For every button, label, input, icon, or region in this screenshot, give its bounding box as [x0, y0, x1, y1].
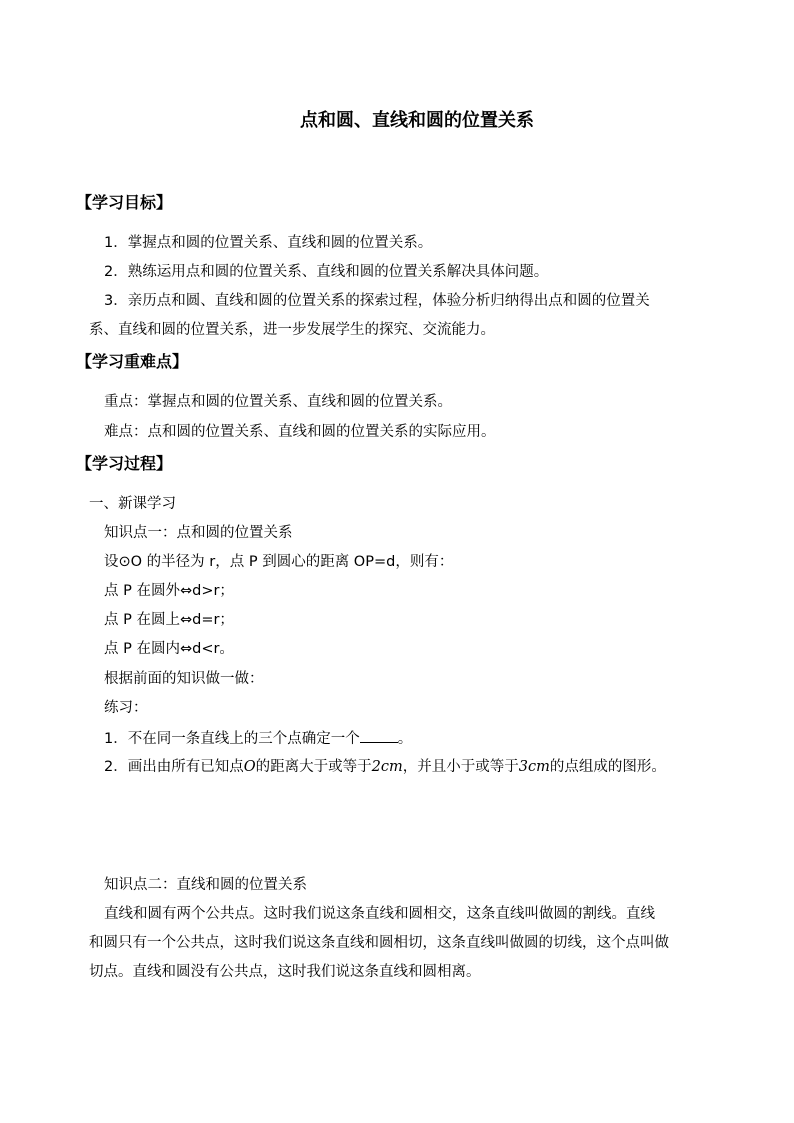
kp1-line-try: 根据前面的知识做一做：: [104, 671, 264, 687]
heading-key-points: 【学习重难点】: [76, 352, 189, 371]
key-point-main: 重点：掌握点和圆的位置关系、直线和圆的位置关系。: [104, 394, 452, 410]
heading-learning-goals: 【学习目标】: [76, 193, 173, 212]
kp2-line-1: 直线和圆有两个公共点。这时我们说这条直线和圆相交，这条直线叫做圆的割线。直线: [104, 906, 655, 922]
exercise-2-text-b: 的距离大于或等于: [255, 759, 372, 775]
goal-item-1: 1．掌握点和圆的位置关系、直线和圆的位置关系。: [104, 235, 433, 251]
exercise-2-value-2: 3cm: [518, 759, 550, 775]
exercise-2-point-o: O: [243, 759, 256, 775]
exercise-1: [104, 728, 412, 749]
exercise-2-text-d: 的点组成的图形。: [549, 759, 666, 775]
kp1-line-on: 点 P 在圆上⇔d=r；: [104, 612, 234, 628]
part-new-lesson: 一、新课学习: [89, 496, 176, 512]
kp1-line-inside: 点 P 在圆内⇔d<r。: [104, 641, 234, 657]
exercise-2: [104, 757, 666, 777]
key-point-difficult: 难点：点和圆的位置关系、直线和圆的位置关系的实际应用。: [104, 424, 496, 440]
exercise-1-text: 1．不在同一条直线上的三个点确定一个: [104, 731, 360, 747]
exercise-1-end: 。: [397, 731, 413, 747]
kp1-line-definition: 设⊙O 的半径为 r，点 P 到圆心的距离 OP=d，则有：: [104, 554, 454, 570]
exercise-2-text-c: ，并且小于或等于: [402, 759, 519, 775]
knowledge-point-1-title: 知识点一：点和圆的位置关系: [104, 525, 293, 541]
knowledge-point-2-title: 知识点二：直线和圆的位置关系: [104, 877, 307, 893]
exercise-2-text-a: 2．画出由所有已知点: [104, 759, 244, 775]
kp2-line-3: 切点。直线和圆没有公共点，这时我们说这条直线和圆相离。: [89, 964, 481, 980]
kp1-line-outside: 点 P 在圆外⇔d>r；: [104, 583, 234, 599]
exercise-1-blank[interactable]: [360, 728, 398, 743]
document-title: 点和圆、直线和圆的位置关系: [300, 110, 534, 131]
exercise-2-value-1: 2cm: [371, 759, 403, 775]
goal-item-3: 3．亲历点和圆、直线和圆的位置关系的探索过程，体验分析归纳得出点和圆的位置关: [104, 293, 650, 309]
kp2-line-2: 和圆只有一个公共点，这时我们说这条直线和圆相切，这条直线叫做圆的切线，这个点叫做: [89, 935, 669, 951]
goal-item-2: 2．熟练运用点和圆的位置关系、直线和圆的位置关系解决具体问题。: [104, 264, 549, 280]
kp1-line-exercise: 练习：: [104, 700, 148, 716]
goal-item-3-cont: 系、直线和圆的位置关系，进一步发展学生的探究、交流能力。: [89, 322, 495, 338]
heading-learning-process: 【学习过程】: [76, 454, 173, 473]
